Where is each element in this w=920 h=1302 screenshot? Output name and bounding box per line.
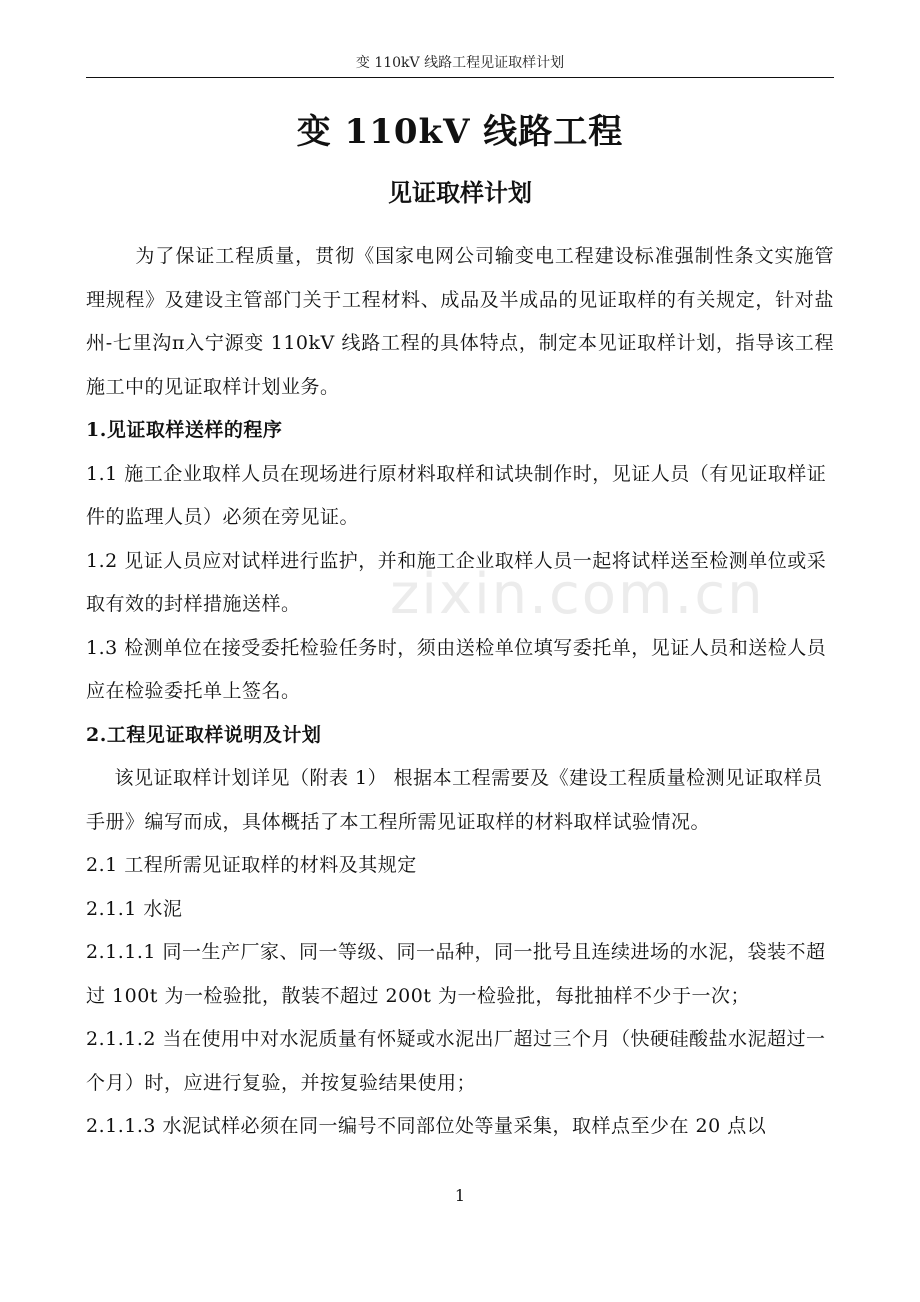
- page-header: 变 110kV 线路工程见证取样计划: [355, 55, 565, 71]
- header-rule: [86, 77, 834, 78]
- section-1-2-paragraph: 1.2 见证人员应对试样进行监护，并和施工企业取样人员一起将试样送至检测单位或采取有效的封样措施送样。: [86, 549, 827, 615]
- intro-paragraph: 为了保证工程质量，贯彻《国家电网公司输变电工程建设标准强制性条文实施管理规程》及建设主管部门关于工程材料、成品及半成品的见证取样的有关规定，针对盐州-七里沟π入宁源变 110kV 线路工程的具体特点，制定本见证取样计划，指导该工程施工中的见证取样计划业务。: [86, 245, 834, 398]
- document-title: 变 110kV 线路工程: [296, 112, 624, 152]
- section-2-1-1-heading: 2.1.1 水泥: [86, 897, 183, 920]
- section-2-1-1-3-paragraph: 2.1.1.3 水泥试样必须在同一编号不同部位处等量采集，取样点至少在 20 点以: [86, 1115, 767, 1137]
- section-2-intro-paragraph: 该见证取样计划详见（附表 1） 根据本工程需要及《建设工程质量检测见证取样员手册》编写而成，具体概括了本工程所需见证取样的材料取样试验情况。: [86, 767, 823, 833]
- watermark: zixin.com.cn: [390, 562, 765, 627]
- section-1-1-paragraph: 1.1 施工企业取样人员在现场进行原材料取样和试块制作时，见证人员（有见证取样证件的监理人员）必须在旁见证。: [86, 462, 827, 528]
- section-1-heading: 1.见证取样送样的程序: [86, 419, 283, 441]
- document-body: [86, 235, 834, 1149]
- page-number: 1: [454, 1186, 466, 1205]
- section-1-3-paragraph: 1.3 检测单位在接受委托检验任务时，须由送检单位填写委托单，见证人员和送检人员应在检验委托单上签名。: [86, 636, 827, 702]
- section-2-1-1-2-paragraph: 2.1.1.2 当在使用中对水泥质量有怀疑或水泥出厂超过三个月（快硬硅酸盐水泥超过一个月）时，应进行复验，并按复验结果使用；: [86, 1028, 826, 1094]
- section-2-1-1-1-paragraph: 2.1.1.1 同一生产厂家、同一等级、同一品种，同一批号且连续进场的水泥，袋装不超过 100t 为一检验批，散装不超过 200t 为一检验批，每批抽样不少于一次；: [86, 941, 826, 1007]
- section-2-heading: 2.工程见证取样说明及计划: [86, 723, 322, 746]
- section-2-1-heading: 2.1 工程所需见证取样的材料及其规定: [86, 854, 417, 876]
- document-subtitle: 见证取样计划: [388, 178, 532, 207]
